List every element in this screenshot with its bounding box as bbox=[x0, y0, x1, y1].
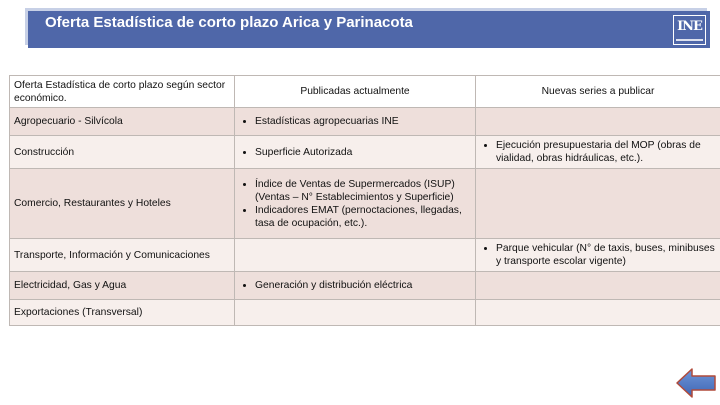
table-row bbox=[10, 108, 720, 136]
nuevas-cell bbox=[476, 108, 720, 136]
sector-cell: Agropecuario - Silvícola bbox=[10, 108, 235, 136]
publicadas-cell bbox=[235, 272, 476, 300]
publicadas-cell bbox=[235, 169, 476, 239]
nuevas-cell bbox=[476, 239, 720, 272]
table-row bbox=[10, 272, 720, 300]
sector-cell: Comercio, Restaurantes y Hoteles bbox=[10, 169, 235, 239]
nuevas-cell bbox=[476, 169, 720, 239]
list-item: • Superficie Autorizada bbox=[255, 146, 471, 159]
nuevas-cell bbox=[476, 300, 720, 326]
publicadas-cell bbox=[235, 300, 476, 326]
sector-cell: Construcción bbox=[10, 136, 235, 169]
table-row bbox=[10, 300, 720, 326]
header-publicadas: Publicadas actualmente bbox=[235, 76, 476, 108]
statistics-table-wrap bbox=[9, 75, 720, 326]
nuevas-cell bbox=[476, 272, 720, 300]
title-bar bbox=[28, 11, 710, 48]
ine-logo bbox=[673, 15, 706, 45]
nuevas-cell bbox=[476, 136, 720, 169]
sector-cell: Electricidad, Gas y Agua bbox=[10, 272, 235, 300]
page-title: Oferta Estadística de corto plazo Arica y Parinacota bbox=[45, 14, 413, 31]
list-item: • Estadísticas agropecuarias INE bbox=[255, 115, 471, 128]
publicadas-cell bbox=[235, 136, 476, 169]
list-item: • Generación y distribución eléctrica bbox=[255, 279, 471, 292]
publicadas-cell bbox=[235, 239, 476, 272]
back-arrow-icon bbox=[674, 366, 718, 400]
list-item: • Ejecución presupuestaria del MOP (obras de vialidad, obras hidráulicas, etc.). bbox=[496, 139, 716, 165]
logo-text: INE bbox=[677, 19, 702, 34]
sector-cell: Exportaciones (Transversal) bbox=[10, 300, 235, 326]
table-row bbox=[10, 239, 720, 272]
header-nuevas: Nuevas series a publicar bbox=[476, 76, 720, 108]
list-item: • Índice de Ventas de Supermercados (ISUP) (Ventas – N° Establecimientos y Superficie) bbox=[255, 178, 471, 204]
table-row bbox=[10, 136, 720, 169]
sector-cell: Transporte, Información y Comunicaciones bbox=[10, 239, 235, 272]
publicadas-cell bbox=[235, 108, 476, 136]
statistics-table bbox=[9, 75, 720, 326]
header-sector: Oferta Estadística de corto plazo según sector económico. bbox=[10, 76, 235, 108]
list-item: • Parque vehicular (N° de taxis, buses, minibuses y transporte escolar vigente) bbox=[496, 242, 716, 268]
back-arrow-button[interactable] bbox=[674, 366, 718, 400]
table-row bbox=[10, 169, 720, 239]
list-item: • Indicadores EMAT (pernoctaciones, llegadas, tasa de ocupación, etc.). bbox=[255, 204, 471, 230]
